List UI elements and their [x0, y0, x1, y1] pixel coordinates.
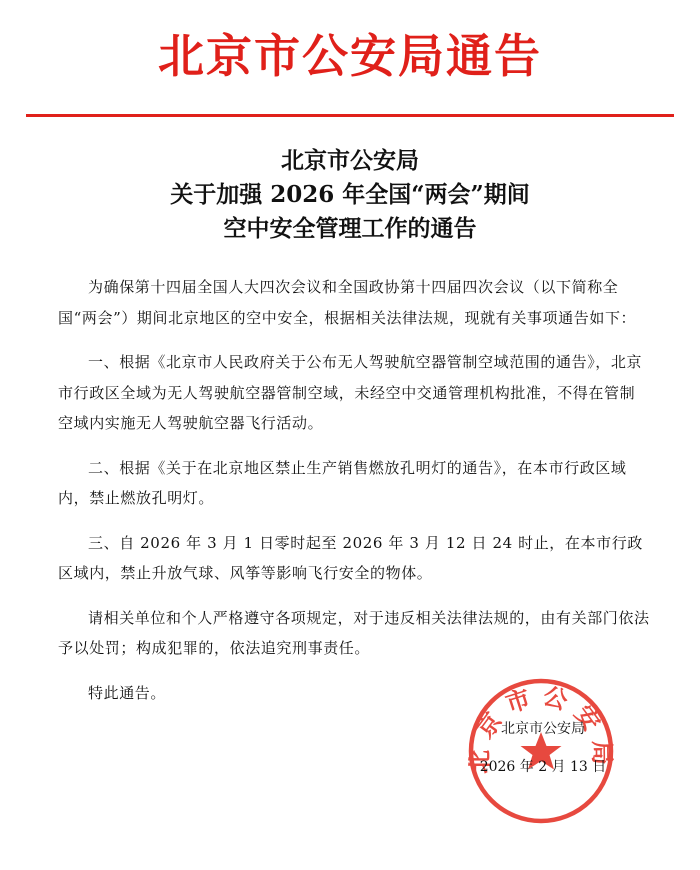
signature-block: [478, 718, 608, 778]
paragraph-intro: 为确保第十四届全国人大四次会议和全国政协第十四届四次会议（以下简称全国“两会”）期间北京地区的空中安全，根据相关法律法规，现就有关事项通告如下：: [58, 278, 637, 327]
notice-body: [58, 272, 650, 708]
notice-title: [0, 144, 700, 246]
paragraph-item-3: 三、自 2026 年 3 月 1 日零时起至 2026 年 3 月 12 日 24 时止，在本市行政区域内，禁止升放气球、风筝等影响飞行安全的物体。: [58, 533, 643, 582]
title-line-3: 空中安全管理工作的通告: [223, 215, 477, 242]
title-line-2: 关于加强 2026 年全国“两会”期间: [170, 181, 530, 208]
paragraph-item-1: 一、根据《北京市人民政府关于公布无人驾驶航空器管制空域范围的通告》，北京市行政区全域为无人驾驶航空器管制空域，未经空中交通管理机构批准，不得在管制空域内实施无人驾驶航空器飞行活动。: [58, 353, 643, 432]
closing-line: 特此通告。: [88, 683, 167, 702]
signature-date: 2026 年 2 月 13 日: [479, 759, 607, 775]
paragraph-item-2: 二、根据《关于在北京地区禁止生产销售燃放孔明灯的通告》，在本市行政区域内，禁止燃放孔明灯。: [58, 458, 627, 507]
title-line-1: 北京市公安局: [281, 147, 419, 174]
header-divider: [26, 114, 674, 117]
notice-header: 北京市公安局通告: [158, 29, 542, 83]
signature-org: 北京市公安局: [501, 721, 585, 737]
paragraph-warning: 请相关单位和个人严格遵守各项规定，对于违反相关法律法规的，由有关部门依法予以处罚；构成犯罪的，依法追究刑事责任。: [58, 608, 650, 657]
seal-text: 北京市公安局: [466, 681, 616, 774]
